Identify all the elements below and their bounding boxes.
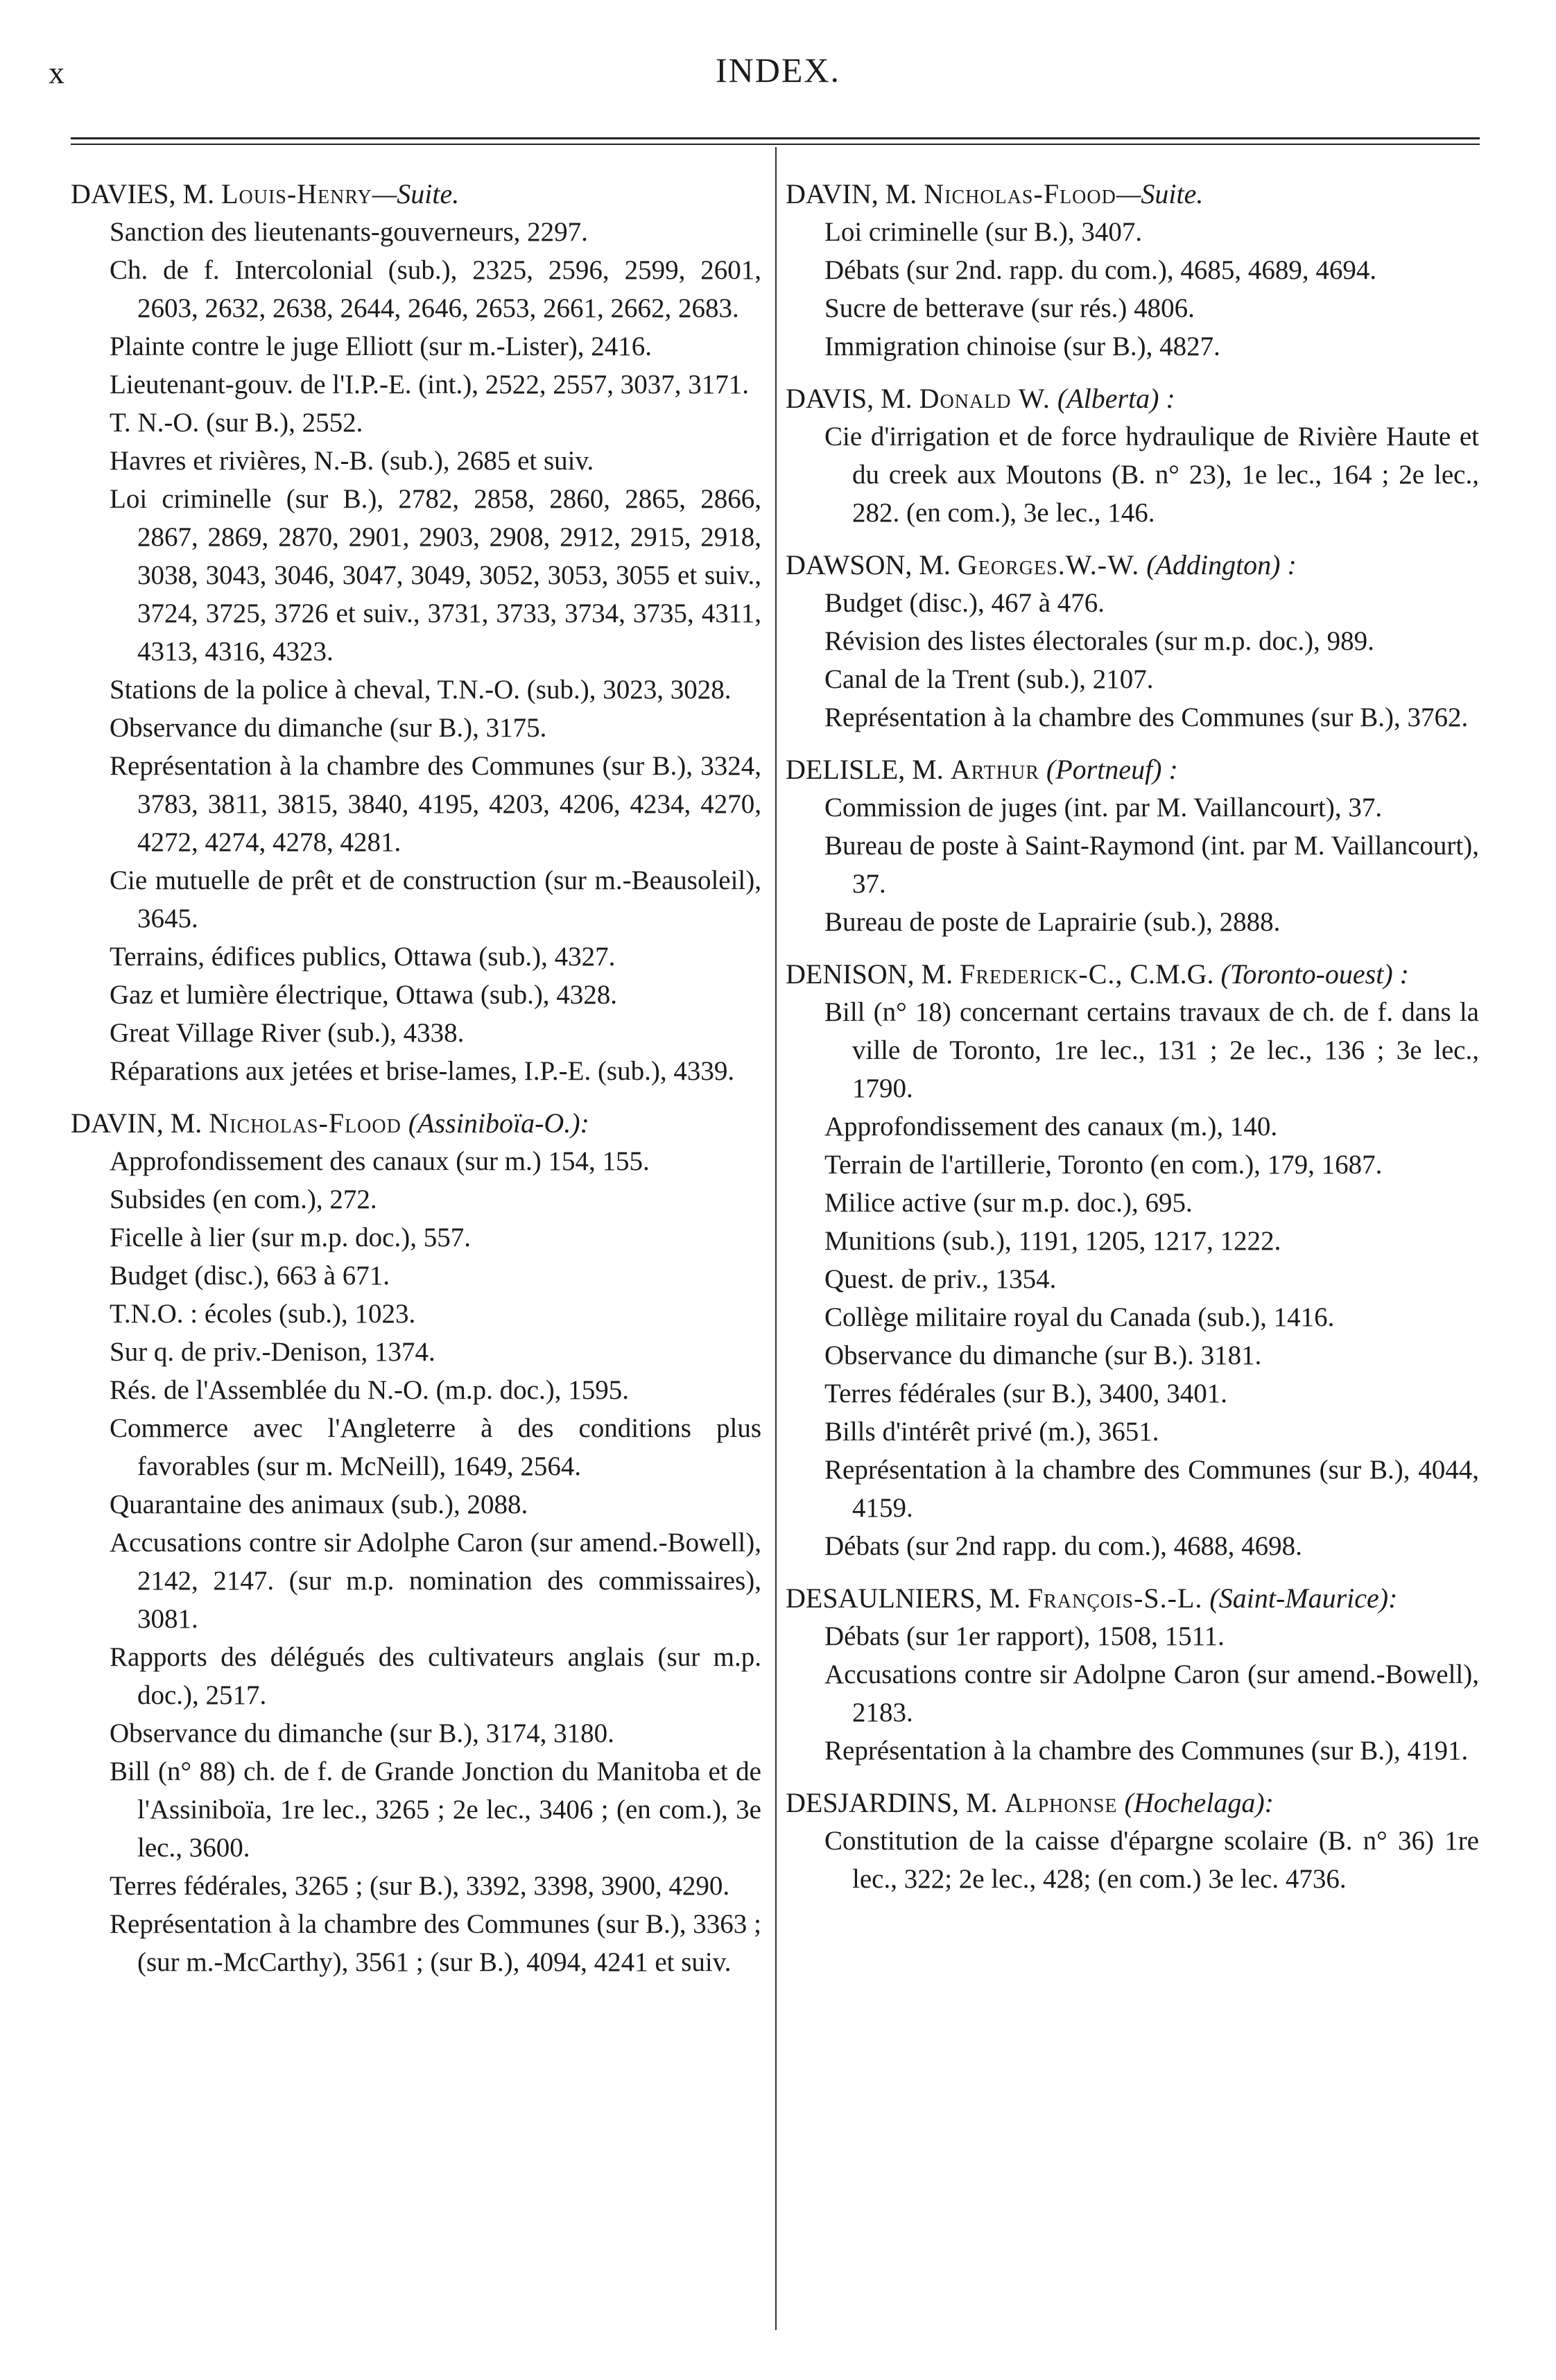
header-rule-secondary	[71, 144, 1480, 145]
index-subentry: Budget (disc.), 467 à 476.	[824, 588, 1105, 618]
index-subentry: Cie mutuelle de prêt et de construction (sur m.-Beausoleil), 3645.	[110, 865, 761, 933]
index-subentry: Cie d'irrigation et de force hydraulique de Rivière Haute et du creek aux Moutons (B. n° 23), 1e lec., 164 ; 2e lec., 282. (en com.), 3e lec., 146.	[824, 422, 1479, 528]
index-subentry: Terrains, édifices publics, Ottawa (sub.), 4327.	[110, 942, 616, 972]
index-subentry: Lieutenant-gouv. de l'I.P.-E. (int.), 2522, 2557, 3037, 3171.	[110, 370, 749, 399]
index-subentry: Quest. de priv., 1354.	[824, 1264, 1057, 1294]
index-subentry: Great Village River (sub.), 4338.	[110, 1018, 465, 1048]
riding-note: (Saint-Maurice):	[1209, 1583, 1398, 1614]
index-entry	[786, 750, 1479, 941]
index-subentry: Rés. de l'Assemblée du N.-O. (m.p. doc.), 1595.	[110, 1375, 629, 1405]
index-subentry: Sucre de betterave (sur rés.) 4806.	[824, 293, 1195, 323]
entry-heading	[786, 1579, 1479, 1617]
riding-note: —Suite.	[1116, 178, 1204, 209]
index-subentry: Sur q. de priv.-Denison, 1374.	[110, 1337, 435, 1367]
member-first-name: Arthur	[950, 754, 1039, 785]
index-subentry: Budget (disc.), 663 à 671.	[110, 1261, 390, 1291]
entry-heading	[786, 955, 1479, 993]
member-name: DAVIS, M.	[786, 383, 913, 414]
index-subentry: Représentation à la chambre des Communes (sur B.), 4044, 4159.	[824, 1455, 1479, 1523]
index-subentry: Accusations contre sir Adolpne Caron (sur amend.-Bowell), 2183.	[824, 1659, 1479, 1727]
entry-heading	[71, 175, 761, 213]
member-name: DESJARDINS, M.	[786, 1787, 998, 1818]
index-subentry: Canal de la Trent (sub.), 2107.	[824, 664, 1154, 694]
index-subentry: T.N.O. : écoles (sub.), 1023.	[110, 1299, 416, 1329]
index-entry	[786, 1579, 1479, 1770]
index-subentry: Ficelle à lier (sur m.p. doc.), 557.	[110, 1223, 471, 1252]
index-subentry: Terres fédérales, 3265 ; (sur B.), 3392, 3398, 3900, 4290.	[110, 1871, 730, 1901]
index-subentry: Révision des listes électorales (sur m.p. doc.), 989.	[824, 626, 1374, 656]
index-entry	[786, 379, 1479, 532]
member-name: DAVIN, M.	[71, 1107, 202, 1139]
index-subentry: Commerce avec l'Angleterre à des conditions plus favorables (sur m. McNeill), 1649, 2564.	[110, 1413, 761, 1481]
member-name: DAVIES, M.	[71, 178, 215, 209]
index-subentry: Observance du dimanche (sur B.). 3181.	[824, 1340, 1262, 1370]
index-entry	[786, 1784, 1479, 1898]
index-subentry: Milice active (sur m.p. doc.), 695.	[824, 1188, 1193, 1218]
index-subentry: Rapports des délégués des cultivateurs anglais (sur m.p. doc.), 2517.	[110, 1642, 761, 1710]
index-subentry: Loi criminelle (sur B.), 3407.	[824, 217, 1143, 247]
index-subentry: Havres et rivières, N.-B. (sub.), 2685 et suiv.	[110, 446, 594, 476]
index-subentry: Bill (n° 88) ch. de f. de Grande Jonction du Manitoba et de l'Assiniboïa, 1re lec., 3265 ; 2e lec., 3406 ; (en com.), 3e lec., 3600.	[110, 1757, 761, 1863]
index-subentry: Débats (sur 2nd rapp. du com.), 4688, 4698.	[824, 1531, 1302, 1561]
page-title: INDEX.	[715, 51, 841, 89]
index-subentry: Sanction des lieutenants-gouverneurs, 2297.	[110, 217, 588, 247]
index-subentry: Représentation à la chambre des Communes (sur B.), 3762.	[824, 702, 1469, 732]
index-subentry: T. N.-O. (sur B.), 2552.	[110, 408, 363, 438]
index-entry	[71, 1104, 761, 1981]
page-number: x	[49, 55, 64, 90]
member-first-name: Alphonse	[1004, 1787, 1118, 1818]
member-first-name: Nicholas-Flood	[924, 178, 1116, 209]
entry-heading	[786, 1784, 1479, 1822]
index-subentry: Observance du dimanche (sur B.), 3174, 3180.	[110, 1718, 614, 1748]
index-subentry: Plainte contre le juge Elliott (sur m.-Lister), 2416.	[110, 331, 652, 361]
index-subentry: Immigration chinoise (sur B.), 4827.	[824, 331, 1220, 361]
index-subentry: Accusations contre sir Adolphe Caron (sur amend.-Bowell), 2142, 2147. (sur m.p. nomination des commissaires), 3081.	[110, 1528, 761, 1634]
entry-heading	[786, 546, 1479, 584]
member-name: DELISLE, M.	[786, 754, 944, 785]
riding-note: (Hochelaga):	[1124, 1787, 1274, 1818]
index-subentry: Gaz et lumière électrique, Ottawa (sub.), 4328.	[110, 980, 618, 1010]
member-first-name: Donald W.	[919, 383, 1051, 414]
left-column	[71, 175, 761, 1995]
index-subentry: Réparations aux jetées et brise-lames, I.P.-E. (sub.), 4339.	[110, 1056, 735, 1086]
riding-note: (Portneuf) :	[1046, 754, 1178, 785]
member-honour: C.M.G.	[1130, 958, 1214, 990]
index-subentry: Représentation à la chambre des Communes (sur B.), 3324, 3783, 3811, 3815, 3840, 4195, 4203, 4206, 4234, 4270, 4272, 4274, 4278, 4281.	[110, 751, 761, 857]
member-name: DAWSON, M.	[786, 549, 951, 580]
index-subentry: Bills d'intérêt privé (m.), 3651.	[824, 1417, 1159, 1447]
entry-heading	[786, 379, 1479, 417]
member-first-name: Georges.W.-W.	[957, 549, 1140, 580]
member-name: DAVIN, M.	[786, 178, 917, 209]
index-subentry: Terres fédérales (sur B.), 3400, 3401.	[824, 1379, 1228, 1408]
index-subentry: Représentation à la chambre des Communes (sur B.), 4191.	[824, 1736, 1469, 1766]
index-subentry: Approfondissement des canaux (sur m.) 154, 155.	[110, 1146, 650, 1176]
index-subentry: Bill (n° 18) concernant certains travaux de ch. de f. dans la ville de Toronto, 1re lec., 131 ; 2e lec., 136 ; 3e lec., 1790.	[824, 997, 1479, 1103]
index-subentry: Observance du dimanche (sur B.), 3175.	[110, 713, 547, 743]
entry-heading	[71, 1104, 761, 1142]
member-name: DESAULNIERS, M.	[786, 1583, 1021, 1614]
member-first-name: Nicholas-Flood	[209, 1107, 401, 1139]
index-subentry: Constitution de la caisse d'épargne scolaire (B. n° 36) 1re lec., 322; 2e lec., 428; (en com.) 3e lec. 4736.	[824, 1826, 1479, 1894]
index-subentry: Stations de la police à cheval, T.N.-O. (sub.), 3023, 3028.	[110, 675, 732, 705]
index-subentry: Terrain de l'artillerie, Toronto (en com.), 179, 1687.	[824, 1150, 1383, 1180]
index-entry	[786, 175, 1479, 365]
member-first-name: François-S.-L.	[1027, 1583, 1203, 1614]
riding-note: (Alberta) :	[1057, 383, 1175, 414]
riding-note: (Toronto-ouest) :	[1220, 958, 1409, 990]
entry-heading	[786, 175, 1479, 213]
riding-note: —Suite.	[372, 178, 460, 209]
index-subentry: Subsides (en com.), 272.	[110, 1184, 377, 1214]
index-subentry: Ch. de f. Intercolonial (sub.), 2325, 2596, 2599, 2601, 2603, 2632, 2638, 2644, 2646, 2653, 2661, 2662, 2683.	[110, 255, 761, 323]
entry-heading	[786, 750, 1479, 788]
index-subentry: Munitions (sub.), 1191, 1205, 1217, 1222.	[824, 1226, 1281, 1256]
index-entry	[71, 175, 761, 1090]
index-subentry: Approfondissement des canaux (m.), 140.	[824, 1112, 1278, 1141]
riding-note: (Assiniboïa-O.):	[408, 1107, 589, 1139]
riding-note: (Addington) :	[1146, 549, 1297, 580]
index-subentry: Représentation à la chambre des Communes (sur B.), 3363 ; (sur m.-McCarthy), 3561 ; (sur B.), 4094, 4241 et suiv.	[110, 1909, 761, 1977]
index-entry	[786, 955, 1479, 1565]
index-subentry: Débats (sur 1er rapport), 1508, 1511.	[824, 1621, 1225, 1651]
index-subentry: Quarantaine des animaux (sub.), 2088.	[110, 1490, 528, 1519]
index-subentry: Collège militaire royal du Canada (sub.), 1416.	[824, 1302, 1335, 1332]
member-first-name: Louis-Henry	[221, 178, 372, 209]
index-entry	[786, 546, 1479, 736]
index-subentry: Bureau de poste à Saint-Raymond (int. par M. Vaillancourt), 37.	[824, 831, 1479, 899]
index-subentry: Bureau de poste de Laprairie (sub.), 2888.	[824, 907, 1281, 937]
member-first-name: Frederick-C.,	[960, 958, 1123, 990]
right-column	[786, 175, 1479, 1912]
column-divider	[775, 147, 777, 2330]
index-subentry: Loi criminelle (sur B.), 2782, 2858, 2860, 2865, 2866, 2867, 2869, 2870, 2901, 2903, 2908, 2912, 2915, 2918, 3038, 3043, 3046, 3047, 3049, 3052, 3053, 3055 et suiv., 3724, 3725, 3726 et suiv., 3731, 3733, 3734, 3735, 4311, 4313, 4316, 4323.	[110, 484, 761, 666]
index-subentry: Débats (sur 2nd. rapp. du com.), 4685, 4689, 4694.	[824, 255, 1377, 285]
member-name: DENISON, M.	[786, 958, 953, 990]
index-subentry: Commission de juges (int. par M. Vaillancourt), 37.	[824, 793, 1383, 822]
header-rule	[71, 137, 1480, 139]
